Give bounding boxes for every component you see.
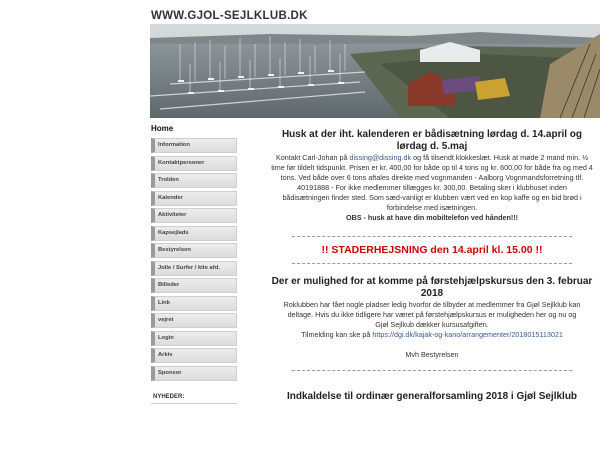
article-3-signature: Mvh Bestyrelsen [405,350,459,359]
nav-home-link[interactable]: Home [151,124,174,133]
site-title: WWW.GJOL-SEJLKLUB.DK [151,10,308,22]
article-1-text: og få tilsendt klokkeslæt. Husk at møde 2 mand min. ½ [411,153,589,162]
article-3-line-1: Roklubben har fået nogle pladser ledig hvorfor de tilbyder at medlemmer fra Gjøl Sejlklub kan [283,300,581,309]
nav-item-billeder[interactable]: Billeder [151,278,237,293]
email-link[interactable]: dissing@dissing.dk [349,153,412,162]
nav-item-kalender[interactable]: Kalender [151,191,237,206]
nav-item-kapsejlads[interactable]: Kapsejlads [151,226,237,241]
nav-item-trolden[interactable]: Trolden [151,173,237,188]
article-1-line-2: time før tildelt tidspunkt. Prisen er kr. 400,00 for både op til 4 tons og kr. 600,00 for både fra og med 4 [271,163,593,172]
news-heading: NYHEDER: [153,393,185,400]
article-3-title-line-1: Der er mulighed for at komme på førstehjælpskursus den 3. februar [271,276,593,287]
article-1-title-line-2: lørdag d. 5.maj [396,141,468,152]
main-content [248,122,600,450]
article-3-text: Tilmelding kan ske på [301,330,373,339]
news-divider [151,403,237,404]
nav-item-aktiviteter[interactable]: Aktiviteter [151,208,237,223]
article-1-obs: OBS - husk at have din mobiltelefon ved hånden!!! [345,213,519,222]
article-1-line-3: tons. Ved både over 6 tons aftales direkte med vognmanden - Aalborg Vognmandsforretning tlf. [280,173,584,182]
article-3-title-line-2: 2018 [420,288,444,299]
article-1-title-line-1: Husk at der iht. kalenderen er bådisætning lørdag d. 14.april og [281,129,583,140]
article-3-line-4 [248,330,600,340]
harbor-photo [150,24,600,118]
article-1-line-5: bådisætningen finder sted. Som sæd-vanligt er klubben vært ved en kop kaffe og en bid brød i [282,193,582,202]
article-3-line-2: deltage. Hvis du ikke tidligere har været på førstehjælpskursus er muligheden her og nu og [287,310,577,319]
sidebar [150,122,240,404]
article-1-text: Kontakt Carl-Johan på [275,153,350,162]
nav-item-jolle-surfer-kite[interactable]: Jolle / Surfer / kite afd. [151,261,237,276]
nav-item-bestyrelsen[interactable]: Bestyrelsen [151,243,237,258]
header-banner-photo [150,24,600,118]
staderhejsning-notice: !! STADERHEJSNING den 14.april kl. 15.00 !! [321,244,543,256]
nav-item-kontaktpersoner[interactable]: Kontaktpersoner [151,156,237,171]
nav-item-arkiv[interactable]: Arkiv [151,348,237,363]
nav-item-vejret[interactable]: vejret [151,313,237,328]
nav-item-login[interactable]: Login [151,331,237,346]
article-1-line-1 [248,153,600,163]
registration-link[interactable]: https://dgi.dk/kajak-og-kano/arrangementer/201801511302​1 [372,330,563,339]
nav-item-link[interactable]: Link [151,296,237,311]
article-1-line-4: 40191888 - For ikke medlemmer tillægges kr. 300,00. Betaling sker i klubhuset inden [297,183,567,192]
nav-item-information[interactable]: Information [151,138,237,153]
article-3-line-3: Gjøl Sejlkub dækker kursusafgiften. [375,320,489,329]
article-4-title: Indkaldelse til ordinær generalforsamling 2018 i Gjøl Sejlklub [286,391,578,402]
nav-item-sponsor[interactable]: Sponsor [151,366,237,381]
article-1-line-6: forbindelse med isætningen. [386,203,478,212]
